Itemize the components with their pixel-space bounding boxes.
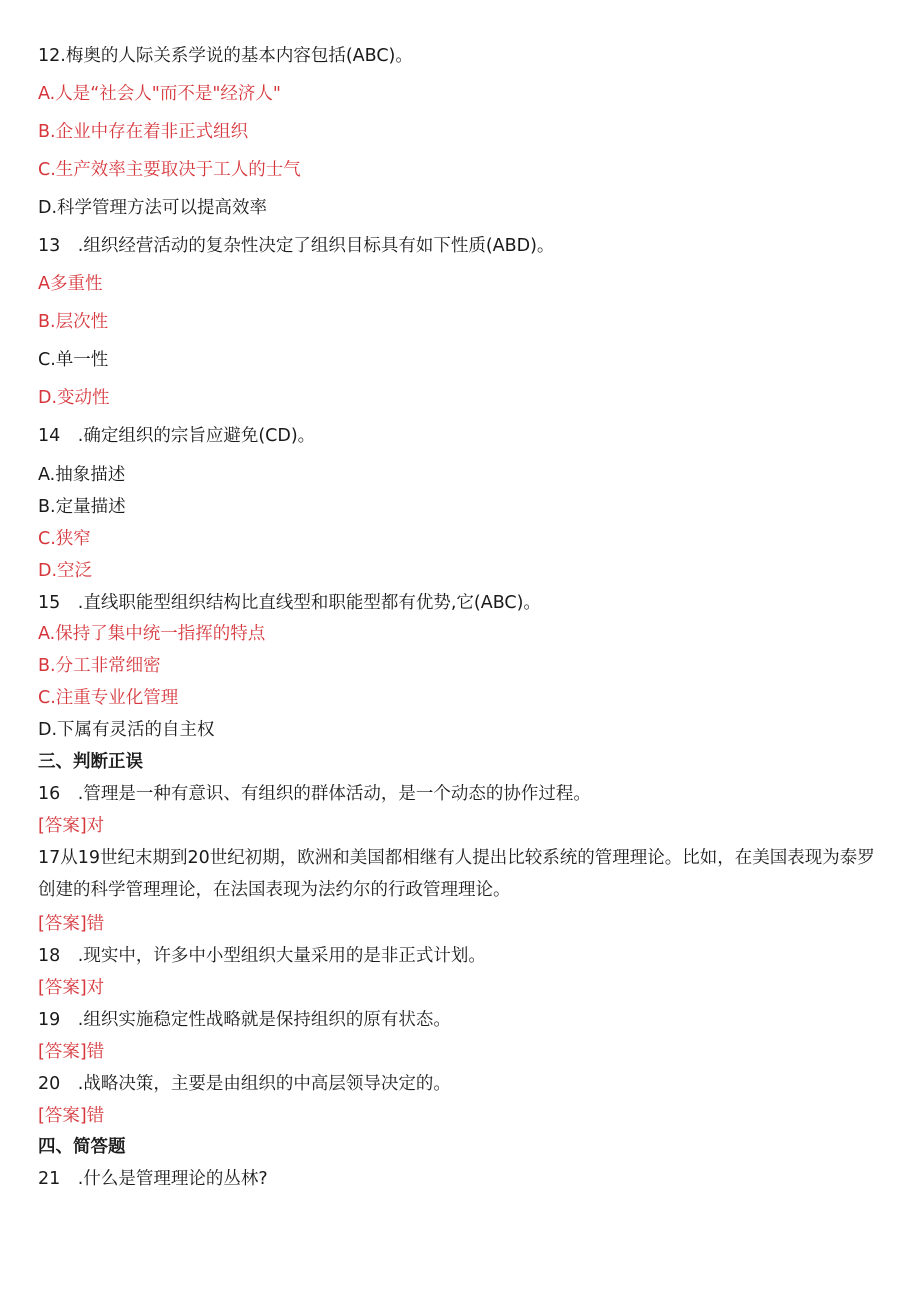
option-15-a: A.保持了集中统一指挥的特点 [38,624,266,644]
question-21: 21 .什么是管理理论的丛林? [38,1169,268,1189]
section-heading-short-answer: 四、简答题 [38,1137,126,1157]
option-13-a: A多重性 [38,274,103,294]
option-12-d: D.科学管理方法可以提高效率 [38,198,268,218]
answer-17: [答案]错 [38,914,105,934]
option-15-b: B.分工非常细密 [38,656,161,676]
question-12: 12.梅奥的人际关系学说的基本内容包括(ABC)。 [38,46,413,66]
question-13: 13 .组织经营活动的复杂性决定了组织目标具有如下性质(ABD)。 [38,236,555,256]
option-13-b: B.层次性 [38,312,109,332]
question-14: 14 .确定组织的宗旨应避免(CD)。 [38,426,316,446]
option-15-c: C.注重专业化管理 [38,688,179,708]
option-14-b: B.定量描述 [38,497,126,517]
answer-16: [答案]对 [38,816,105,836]
section-heading-true-false: 三、判断正误 [38,752,143,772]
answer-18: [答案]对 [38,978,105,998]
option-13-d: D.变动性 [38,388,110,408]
option-12-c: C.生产效率主要取决于工人的士气 [38,160,301,180]
option-12-a: A.人是“社会人"而不是"经济人" [38,84,281,104]
answer-20: [答案]错 [38,1106,105,1126]
option-14-d: D.空泛 [38,561,93,581]
question-15: 15 .直线职能型组织结构比直线型和职能型都有优势,它(ABC)。 [38,593,541,613]
question-19: 19 .组织实施稳定性战略就是保持组织的原有状态。 [38,1010,451,1030]
option-14-c: C.狭窄 [38,529,91,549]
question-20: 20 .战略决策，主要是由组织的中高层领导决定的。 [38,1074,451,1094]
option-13-c: C.单一性 [38,350,109,370]
option-15-d: D.下属有灵活的自主权 [38,720,215,740]
option-12-b: B.企业中存在着非正式组织 [38,122,249,142]
question-16: 16 .管理是一种有意识、有组织的群体活动，是一个动态的协作过程。 [38,784,591,804]
option-14-a: A.抽象描述 [38,465,126,485]
question-17: 17从19世纪末期到20世纪初期，欧洲和美国都相继有人提出比较系统的管理理论。比如，在美国表现为泰罗创建的科学管理理论，在法国表现为法约尔的行政管理理论。 [38,848,875,900]
answer-19: [答案]错 [38,1042,105,1062]
question-18: 18 .现实中，许多中小型组织大量采用的是非正式计划。 [38,946,486,966]
